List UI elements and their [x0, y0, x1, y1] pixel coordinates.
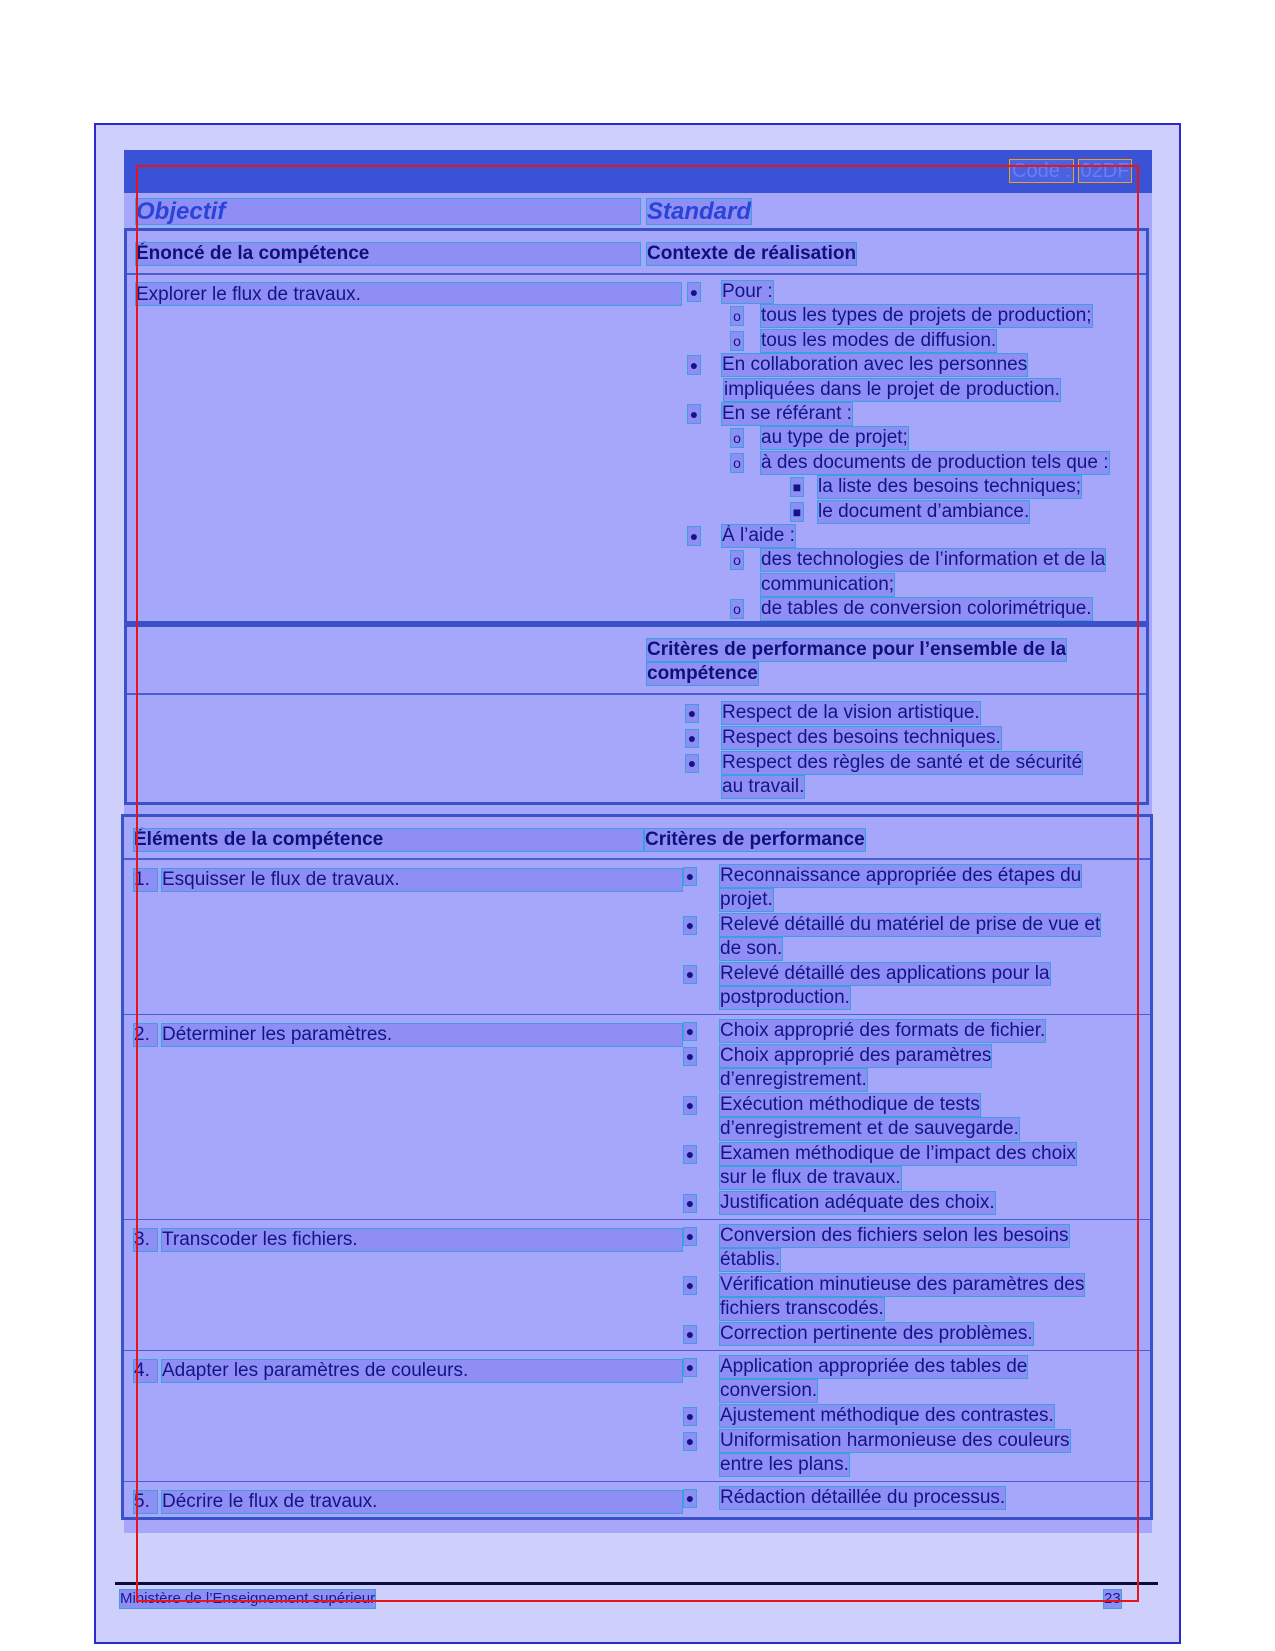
element-number: 2.	[134, 1024, 157, 1046]
overall-criteria-header-line1: Critères de performance pour l’ensemble de la	[647, 639, 1067, 660]
bullet-icon: ●	[685, 1359, 695, 1375]
performance-criterion: Relevé détaillé des applications pour la	[720, 962, 1050, 984]
performance-criterion: projet.	[720, 888, 773, 910]
context-item: de tables de conversion colorimétrique.	[761, 598, 1092, 620]
performance-criterion: Choix approprié des formats de fichier.	[720, 1020, 1046, 1041]
bullet-icon: o	[731, 454, 743, 472]
overall-criterion: au travail.	[722, 776, 805, 797]
performance-criteria-header: Critères de performance	[645, 829, 865, 850]
context-item: Pour :	[722, 281, 773, 302]
context-item: En se référant :	[722, 403, 852, 424]
context-item: À l’aide :	[722, 525, 795, 546]
context-item: tous les modes de diffusion.	[761, 329, 997, 351]
element-label: Transcoder les fichiers.	[162, 1229, 682, 1251]
overall-criterion: Respect des besoins techniques.	[722, 727, 1001, 748]
competence-statement: Explorer le flux de travaux.	[136, 283, 681, 305]
context-item: la liste des besoins techniques;	[818, 476, 1081, 498]
bullet-icon: ●	[685, 1490, 695, 1506]
bullet-icon: o	[731, 307, 743, 325]
context-item: à des documents de production tels que :	[761, 451, 1109, 473]
element-label: Déterminer les paramètres.	[162, 1024, 682, 1046]
bullet-icon: ●	[685, 1097, 695, 1114]
bullet-icon: ●	[689, 406, 699, 422]
bullet-icon: ●	[687, 755, 697, 771]
bullet-icon: ●	[689, 528, 699, 544]
bullet-icon: o	[731, 332, 743, 350]
performance-criterion: Ajustement méthodique des contrastes.	[720, 1404, 1054, 1426]
performance-criterion: Justification adéquate des choix.	[720, 1191, 995, 1213]
context-item: au type de projet;	[761, 427, 908, 449]
context-item: communication;	[761, 573, 895, 595]
bullet-icon: o	[731, 600, 743, 618]
bullet-icon: ●	[685, 1194, 695, 1211]
performance-criterion: Application appropriée des tables de	[720, 1356, 1028, 1377]
standard-title: Standard	[647, 198, 752, 225]
bullet-icon: ■	[792, 503, 802, 520]
row-divider	[124, 1481, 1150, 1482]
bullet-icon: ●	[689, 357, 699, 374]
divider	[127, 693, 1146, 695]
program-code	[1010, 160, 1131, 183]
code-value: 02DF	[1080, 160, 1130, 182]
footer-rule	[115, 1582, 1158, 1585]
performance-criterion: de son.	[720, 937, 783, 959]
performance-criterion: d’enregistrement et de sauvegarde.	[720, 1117, 1019, 1139]
performance-criterion: postproduction.	[720, 986, 850, 1008]
bullet-icon: ●	[685, 1407, 695, 1424]
footer-page-number: 23	[1104, 1590, 1121, 1607]
performance-criterion: conversion.	[720, 1379, 818, 1401]
performance-criterion: Exécution méthodique de tests	[720, 1094, 980, 1116]
row-divider	[124, 1014, 1150, 1015]
performance-criterion: fichiers transcodés.	[720, 1297, 884, 1319]
performance-criterion: Examen méthodique de l’impact des choix	[720, 1143, 1076, 1164]
element-label: Adapter les paramètres de couleurs.	[162, 1360, 682, 1382]
performance-criterion: Relevé détaillé du matériel de prise de vue et	[720, 913, 1101, 935]
context-item: tous les types de projets de production;	[761, 305, 1092, 327]
bullet-icon: ●	[685, 1276, 695, 1293]
context-item: le document d’ambiance.	[818, 500, 1030, 522]
performance-criterion: Reconnaissance appropriée des étapes du	[720, 865, 1082, 886]
bullet-icon: ●	[685, 868, 695, 884]
bullet-icon: ●	[685, 1023, 695, 1039]
header-bar	[124, 150, 1152, 193]
footer-ministry: Ministère de l’Enseignement supérieur	[120, 1590, 376, 1607]
bullet-icon: ●	[687, 705, 697, 721]
bullet-icon: ●	[685, 1228, 695, 1244]
element-label: Décrire le flux de travaux.	[162, 1491, 682, 1513]
divider	[127, 273, 1146, 275]
row-divider	[124, 1350, 1150, 1351]
overall-criterion: Respect de la vision artistique.	[722, 702, 980, 723]
context-header: Contexte de réalisation	[647, 243, 857, 264]
competence-statement-header: Énoncé de la compétence	[136, 243, 640, 265]
performance-criterion: Correction pertinente des problèmes.	[720, 1322, 1033, 1344]
performance-criterion: sur le flux de travaux.	[720, 1166, 901, 1188]
bullet-icon: ●	[685, 1048, 695, 1065]
bullet-icon: ●	[685, 965, 695, 982]
performance-criterion: entre les plans.	[720, 1453, 849, 1475]
performance-criterion: d’enregistrement.	[720, 1068, 867, 1090]
divider	[124, 858, 1150, 860]
objectif-title: Objectif	[136, 199, 640, 224]
code-label: Code :	[1012, 160, 1071, 182]
bullet-icon: ●	[685, 916, 695, 933]
performance-criterion: Uniformisation harmonieuse des couleurs	[720, 1430, 1070, 1452]
performance-criterion: établis.	[720, 1248, 781, 1270]
bullet-icon: o	[731, 551, 743, 569]
bullet-icon: ●	[687, 730, 697, 746]
performance-criterion: Vérification minutieuse des paramètres des	[720, 1273, 1085, 1295]
elements-header: Éléments de la compétence	[134, 829, 643, 851]
context-item: des technologies de l’information et de la	[761, 549, 1106, 571]
element-number: 1.	[134, 869, 157, 891]
context-item: En collaboration avec les personnes	[722, 354, 1028, 376]
bullet-icon: ■	[792, 479, 802, 496]
context-item: impliquées dans le projet de production.	[724, 378, 1060, 400]
bullet-icon: ●	[685, 1146, 695, 1162]
bullet-icon: ●	[685, 1433, 695, 1450]
overall-criterion: Respect des règles de santé et de sécurité	[722, 752, 1083, 773]
element-number: 3.	[134, 1229, 157, 1251]
overall-criteria-header-line2: compétence	[647, 663, 758, 684]
bullet-icon: o	[731, 429, 743, 447]
element-number: 5.	[134, 1491, 157, 1513]
bullet-icon: ●	[689, 284, 699, 300]
element-number: 4.	[134, 1360, 157, 1382]
row-divider	[124, 1219, 1150, 1220]
element-label: Esquisser le flux de travaux.	[162, 869, 682, 891]
performance-criterion: Rédaction détaillée du processus.	[720, 1487, 1006, 1508]
performance-criterion: Conversion des fichiers selon les besoins	[720, 1225, 1069, 1246]
bullet-icon: ●	[685, 1325, 695, 1342]
performance-criterion: Choix approprié des paramètres	[720, 1045, 992, 1067]
